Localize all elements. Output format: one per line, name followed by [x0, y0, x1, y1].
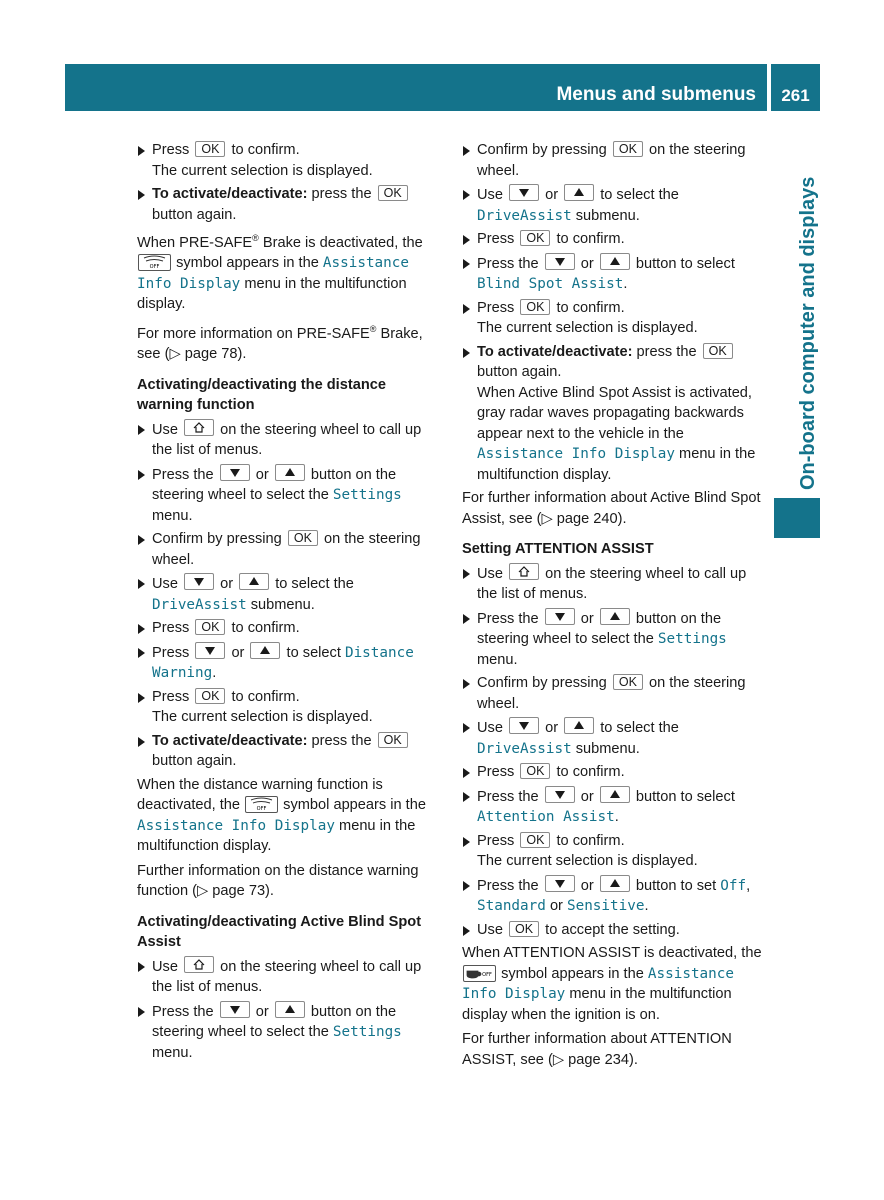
bullet-triangle-icon [138, 535, 145, 545]
bullet-triangle-icon [138, 425, 145, 435]
down-arrow-key-icon [509, 717, 539, 734]
paragraph: When PRE-SAFE® Brake is deactivated, the OFF symbol appears in the Assistance Info Display menu in the multifunction display. [137, 233, 423, 313]
paragraph: When the distance warning function is deactivated, the OFF symbol appears in the Assistance Info Display menu in the multifunction display. [137, 776, 426, 855]
home-key-icon [184, 419, 214, 436]
step: To activate/deactivate: press the OK button again. When Active Blind Spot Assist is activated, gray radar waves propagating backwards appear next to the vehicle in the Assistance Info Display menu in the multifunction display. [462, 342, 770, 486]
bullet-triangle-icon [463, 259, 470, 269]
step: Press OK to confirm. [462, 762, 770, 783]
step: Use OK to accept the setting. [462, 920, 770, 941]
down-arrow-key-icon [220, 464, 250, 481]
section-heading: Setting ATTENTION ASSIST [462, 541, 654, 557]
bullet-triangle-icon [138, 624, 145, 634]
bullet-triangle-icon [463, 235, 470, 245]
step: Press OK to confirm. [462, 229, 770, 250]
ok-key: OK [378, 185, 408, 201]
chapter-side-tab: On-board computer and displays [797, 176, 819, 490]
paragraph: For further information about Active Blind Spot Assist, see (▷ page 240). [462, 490, 761, 527]
paragraph: Further information on the distance warning function (▷ page 73). [137, 862, 419, 900]
ok-key: OK [520, 832, 550, 848]
section-heading: Activating/deactivating the distance warning function [137, 376, 386, 414]
up-arrow-key-icon [275, 464, 305, 481]
ok-key: OK [195, 688, 225, 704]
bullet-triangle-icon [463, 146, 470, 156]
bullet-triangle-icon [138, 190, 145, 200]
step: Confirm by pressing OK on the steering wheel. [462, 673, 770, 714]
step: Press the or button on the steering wheel to select the Settings menu. [137, 464, 445, 527]
up-arrow-key-icon [600, 253, 630, 270]
distance-warning-off-symbol-icon [245, 796, 278, 813]
home-key-icon [184, 956, 214, 973]
bullet-triangle-icon [138, 1007, 145, 1017]
down-arrow-key-icon [545, 608, 575, 625]
bullet-triangle-icon [138, 737, 145, 747]
ok-key: OK [378, 732, 408, 748]
step: Confirm by pressing OK on the steering wheel. [462, 140, 770, 181]
bullet-triangle-icon [463, 190, 470, 200]
up-arrow-key-icon [239, 573, 269, 590]
step: Press the or button to set Off, Standard or Sensitive. [462, 875, 770, 917]
step: To activate/deactivate: press the OK button again. [137, 184, 445, 225]
section-title: Menus and submenus [556, 84, 756, 105]
section-heading: Activating/deactivating Active Blind Spot Assist [137, 913, 422, 951]
step: Press OK to confirm. The current selection is displayed. [462, 831, 770, 872]
bullet-triangle-icon [138, 579, 145, 589]
step: Use on the steering wheel to call up the list of menus. [137, 956, 445, 998]
ok-key: OK [195, 619, 225, 635]
up-arrow-key-icon [564, 184, 594, 201]
page-number: 261 [781, 86, 810, 105]
up-arrow-key-icon [275, 1001, 305, 1018]
left-column [137, 140, 445, 1066]
down-arrow-key-icon [545, 253, 575, 270]
ok-key: OK [195, 141, 225, 157]
bullet-triangle-icon [463, 569, 470, 579]
ok-key: OK [613, 141, 643, 157]
paragraph: When ATTENTION ASSIST is deactivated, the OFF symbol appears in the Assistance Info Display menu in the multifunction display when the ignition is on. [462, 945, 762, 1023]
step: Press OK to confirm. [137, 618, 445, 639]
step: Use on the steering wheel to call up the list of menus. [462, 563, 770, 605]
home-key-icon [509, 563, 539, 580]
header-bar [65, 64, 820, 111]
ok-key: OK [509, 921, 539, 937]
step: Press the or button on the steering wheel to select the Settings menu. [137, 1001, 445, 1064]
ok-key: OK [520, 299, 550, 315]
bullet-triangle-icon [463, 679, 470, 689]
bullet-triangle-icon [138, 470, 145, 480]
attention-assist-off-symbol-icon [463, 965, 496, 982]
bullet-triangle-icon [463, 723, 470, 733]
right-column [462, 140, 770, 1074]
bullet-triangle-icon [463, 881, 470, 891]
ok-key: OK [613, 674, 643, 690]
step: Confirm by pressing OK on the steering wheel. [137, 529, 445, 570]
svg-text:OFF: OFF [482, 971, 492, 978]
paragraph: For further information about ATTENTION ASSIST, see (▷ page 234). [462, 1031, 732, 1068]
up-arrow-key-icon [250, 642, 280, 659]
step: Use or to select the DriveAssist submenu. [462, 184, 770, 226]
bullet-triangle-icon [463, 768, 470, 778]
bullet-triangle-icon [138, 146, 145, 156]
bullet-triangle-icon [463, 837, 470, 847]
ok-key: OK [520, 763, 550, 779]
ok-key: OK [520, 230, 550, 246]
bullet-triangle-icon [138, 693, 145, 703]
up-arrow-key-icon [600, 875, 630, 892]
bullet-triangle-icon [463, 926, 470, 936]
bullet-triangle-icon [463, 792, 470, 802]
step: Use or to select the DriveAssist submenu. [137, 573, 445, 615]
down-arrow-key-icon [545, 875, 575, 892]
bullet-triangle-icon [463, 348, 470, 358]
bullet-triangle-icon [463, 304, 470, 314]
down-arrow-key-icon [220, 1001, 250, 1018]
down-arrow-key-icon [509, 184, 539, 201]
down-arrow-key-icon [195, 642, 225, 659]
bullet-triangle-icon [138, 648, 145, 658]
step: Press OK to confirm. The current selection is displayed. [462, 298, 770, 339]
down-arrow-key-icon [545, 786, 575, 803]
down-arrow-key-icon [184, 573, 214, 590]
step: Press the or button to select Attention Assist. [462, 786, 770, 828]
step: Press OK to confirm. The current selection is displayed. [137, 687, 445, 728]
chapter-tab-block [774, 498, 820, 538]
step: Use or to select the DriveAssist submenu. [462, 717, 770, 759]
svg-text:OFF: OFF [256, 806, 267, 813]
step: To activate/deactivate: press the OK button again. [137, 731, 445, 772]
up-arrow-key-icon [600, 786, 630, 803]
ok-key: OK [703, 343, 733, 359]
bullet-triangle-icon [463, 614, 470, 624]
step: Press the or button on the steering wheel to select the Settings menu. [462, 608, 770, 671]
up-arrow-key-icon [600, 608, 630, 625]
paragraph: For more information on PRE-SAFE® Brake, see (▷ page 78). [137, 323, 423, 363]
step: Press the or button to select Blind Spot Assist. [462, 253, 770, 295]
step: Use on the steering wheel to call up the list of menus. [137, 419, 445, 461]
step: Press OK to confirm. The current selection is displayed. [137, 140, 445, 181]
ok-key: OK [288, 530, 318, 546]
svg-text:OFF: OFF [149, 264, 160, 271]
up-arrow-key-icon [564, 717, 594, 734]
step: Press or to select Distance Warning. [137, 642, 445, 684]
pre-safe-off-symbol-icon [138, 254, 171, 271]
bullet-triangle-icon [138, 962, 145, 972]
